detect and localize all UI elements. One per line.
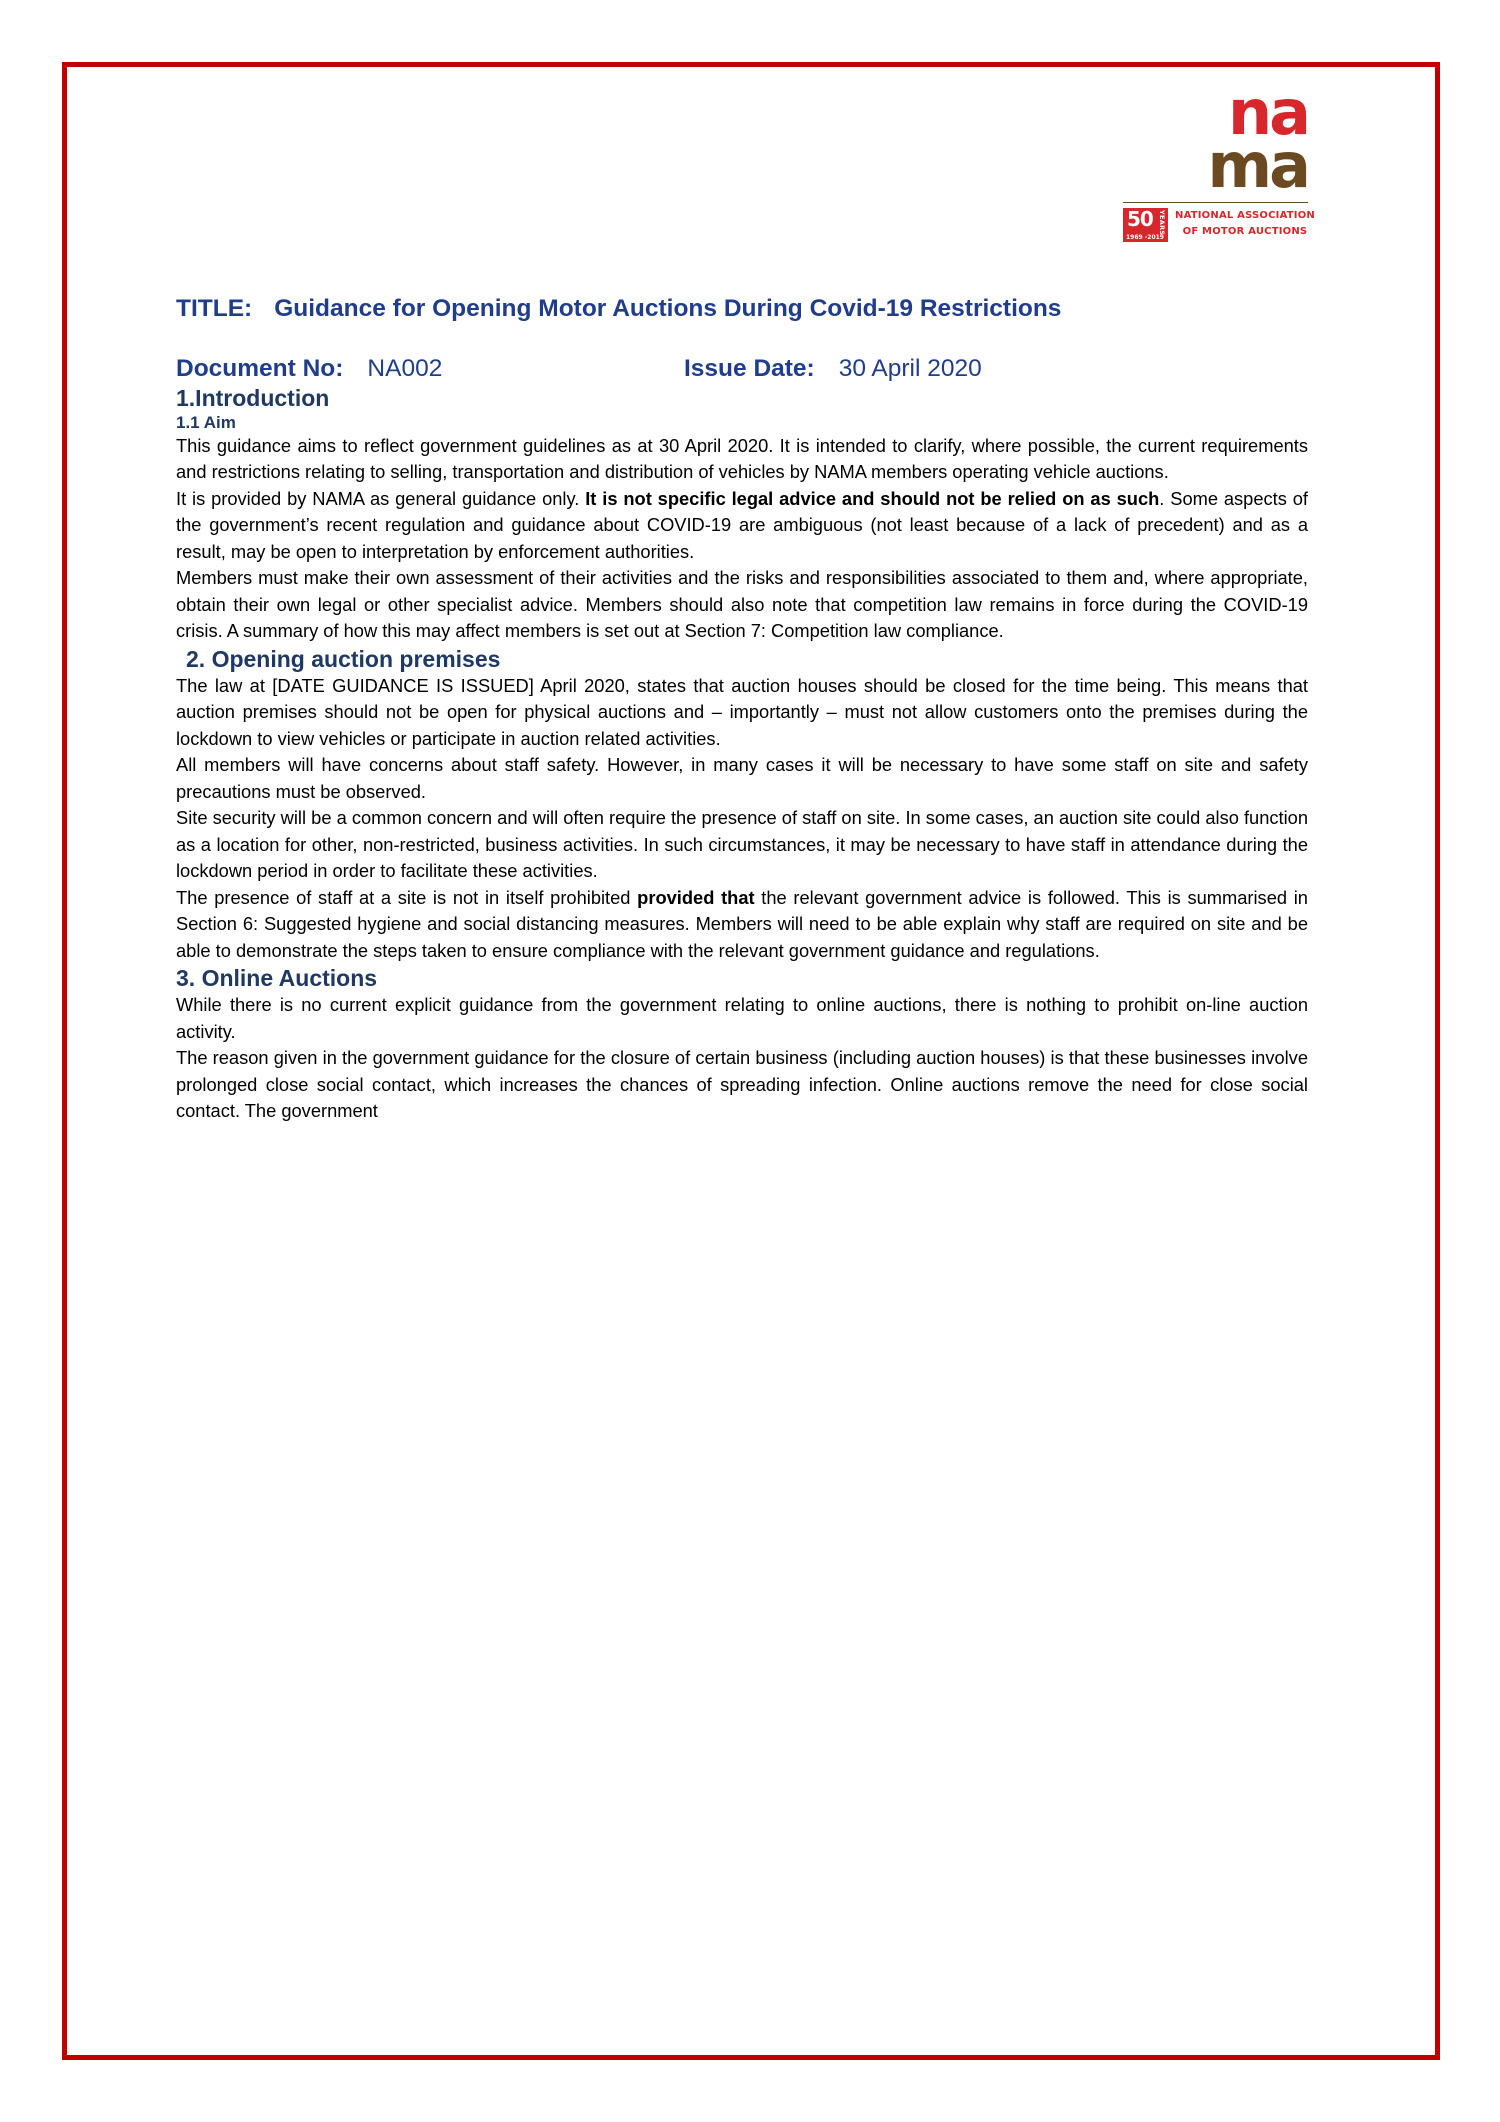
document-header bbox=[176, 294, 1308, 384]
document-content bbox=[176, 76, 1315, 1125]
document-no-label: Document No: bbox=[176, 354, 344, 382]
paragraph-general-guidance bbox=[176, 486, 1308, 566]
paragraph-law-date: The law at [DATE GUIDANCE IS ISSUED] April 2020, states that auction houses should be closed for the time being. This means that auction premises should not be open for physical auctions and – importantly – must not allow customers onto the premises during the lockdown to view vehicles or participate in auction related activities. bbox=[176, 674, 1308, 749]
logo-text-na: na bbox=[1228, 76, 1308, 149]
section-heading-3: 3. Online Auctions bbox=[176, 965, 378, 992]
issue-date-value: 30 April 2020 bbox=[838, 354, 982, 382]
paragraph-intro-aim: This guidance aims to reflect government guidelines as at 30 April 2020. It is intended to clarify, where possible, the current requirements and restrictions relating to selling, transportation and distribution of vehicles by NAMA members operating vehicle auctions. bbox=[176, 434, 1308, 483]
page-title: Guidance for Opening Motor Auctions During Covid-19 Restrictions bbox=[274, 294, 1062, 322]
assoc-line-2: OF MOTOR AUCTIONS bbox=[1182, 225, 1308, 237]
document-meta-row bbox=[176, 354, 1308, 384]
issue-date-label: Issue Date: bbox=[684, 354, 815, 382]
logo-block bbox=[176, 76, 1315, 242]
paragraph-staff-safety: All members will have concerns about staff safety. However, in many cases it will be necessary to have some staff on site and safety precautions must be observed. bbox=[176, 754, 1308, 802]
assoc-line-1: NATIONAL ASSOCIATION bbox=[1175, 209, 1315, 221]
paragraph-bold-run: It is not specific legal advice and should not be relied on as such bbox=[585, 487, 1160, 509]
paragraph-staff-presence bbox=[176, 885, 1308, 965]
document-title-row bbox=[176, 294, 1308, 324]
paragraph-site-security: Site security will be a common concern and will often require the presence of staff on site. In some cases, an auction site could also function as a location for other, non-restricted, business activities. In such circumstances, it may be necessary to have staff in attendance during the lockdown period in order to facilitate these activities. bbox=[176, 807, 1308, 882]
fifty-years-badge-icon bbox=[1123, 208, 1168, 242]
section-heading-2: 2. Opening auction premises bbox=[186, 645, 501, 672]
paragraph-bold-run: provided that bbox=[637, 886, 755, 908]
paragraph-text-run: It is provided by NAMA as general guidance only. bbox=[176, 487, 586, 509]
title-label: TITLE: bbox=[176, 294, 253, 322]
document-number-group bbox=[176, 354, 684, 384]
nama-logo bbox=[1123, 76, 1315, 242]
paragraph-text-run: The presence of staff at a site is not in itself prohibited bbox=[176, 886, 638, 908]
badge-years-label: YEARS bbox=[1158, 209, 1166, 235]
section-heading-1: 1.Introduction bbox=[176, 384, 330, 411]
paragraph-online-no-guidance: While there is no current explicit guidance from the government relating to online auctions, there is nothing to prohibit on-line auction activity. bbox=[176, 994, 1308, 1042]
paragraph-text-run: the relevant government advice is followed. This is summarised in Section 6: Suggested hygiene and social distancing measures. Members will need to be able explain why staff are required on site and be able to demonstrate the steps taken to ensure compliance with the relevant government guidance and regulations. bbox=[176, 886, 1308, 961]
logo-text-ma: ma bbox=[1207, 129, 1308, 203]
logo-association-name bbox=[1175, 208, 1315, 240]
badge-year-span: 1969 -2019 bbox=[1126, 233, 1164, 241]
paragraph-members-assessment: Members must make their own assessment of their activities and the risks and responsibilities associated to them and, where appropriate, obtain their own legal or other specialist advice. Members should also note that competition law remains in force during the COVID-19 crisis. A summary of how this may affect members is set out at Section 7: Competition law compliance. bbox=[176, 567, 1308, 642]
paragraph-online-reasoning: The reason given in the government guidance for the closure of certain business (including auction houses) is that these businesses involve prolonged close social contact, which increases the chances of spreading infection. Online auctions remove the need for close social contact. The government bbox=[176, 1047, 1308, 1122]
subsection-heading-1-1: 1.1 Aim bbox=[176, 412, 236, 432]
issue-date-group bbox=[684, 354, 982, 384]
document-no-value: NA002 bbox=[367, 354, 443, 382]
paragraph-text-run: . Some aspects of the government’s recent regulation and guidance about COVID-19 are ambiguous (not least because of a lack of precedent) and as a result, may be open to interpretation by enforcement authorities. bbox=[176, 487, 1308, 562]
badge-number: 50 bbox=[1127, 206, 1153, 231]
logo-footer bbox=[1123, 206, 1315, 242]
